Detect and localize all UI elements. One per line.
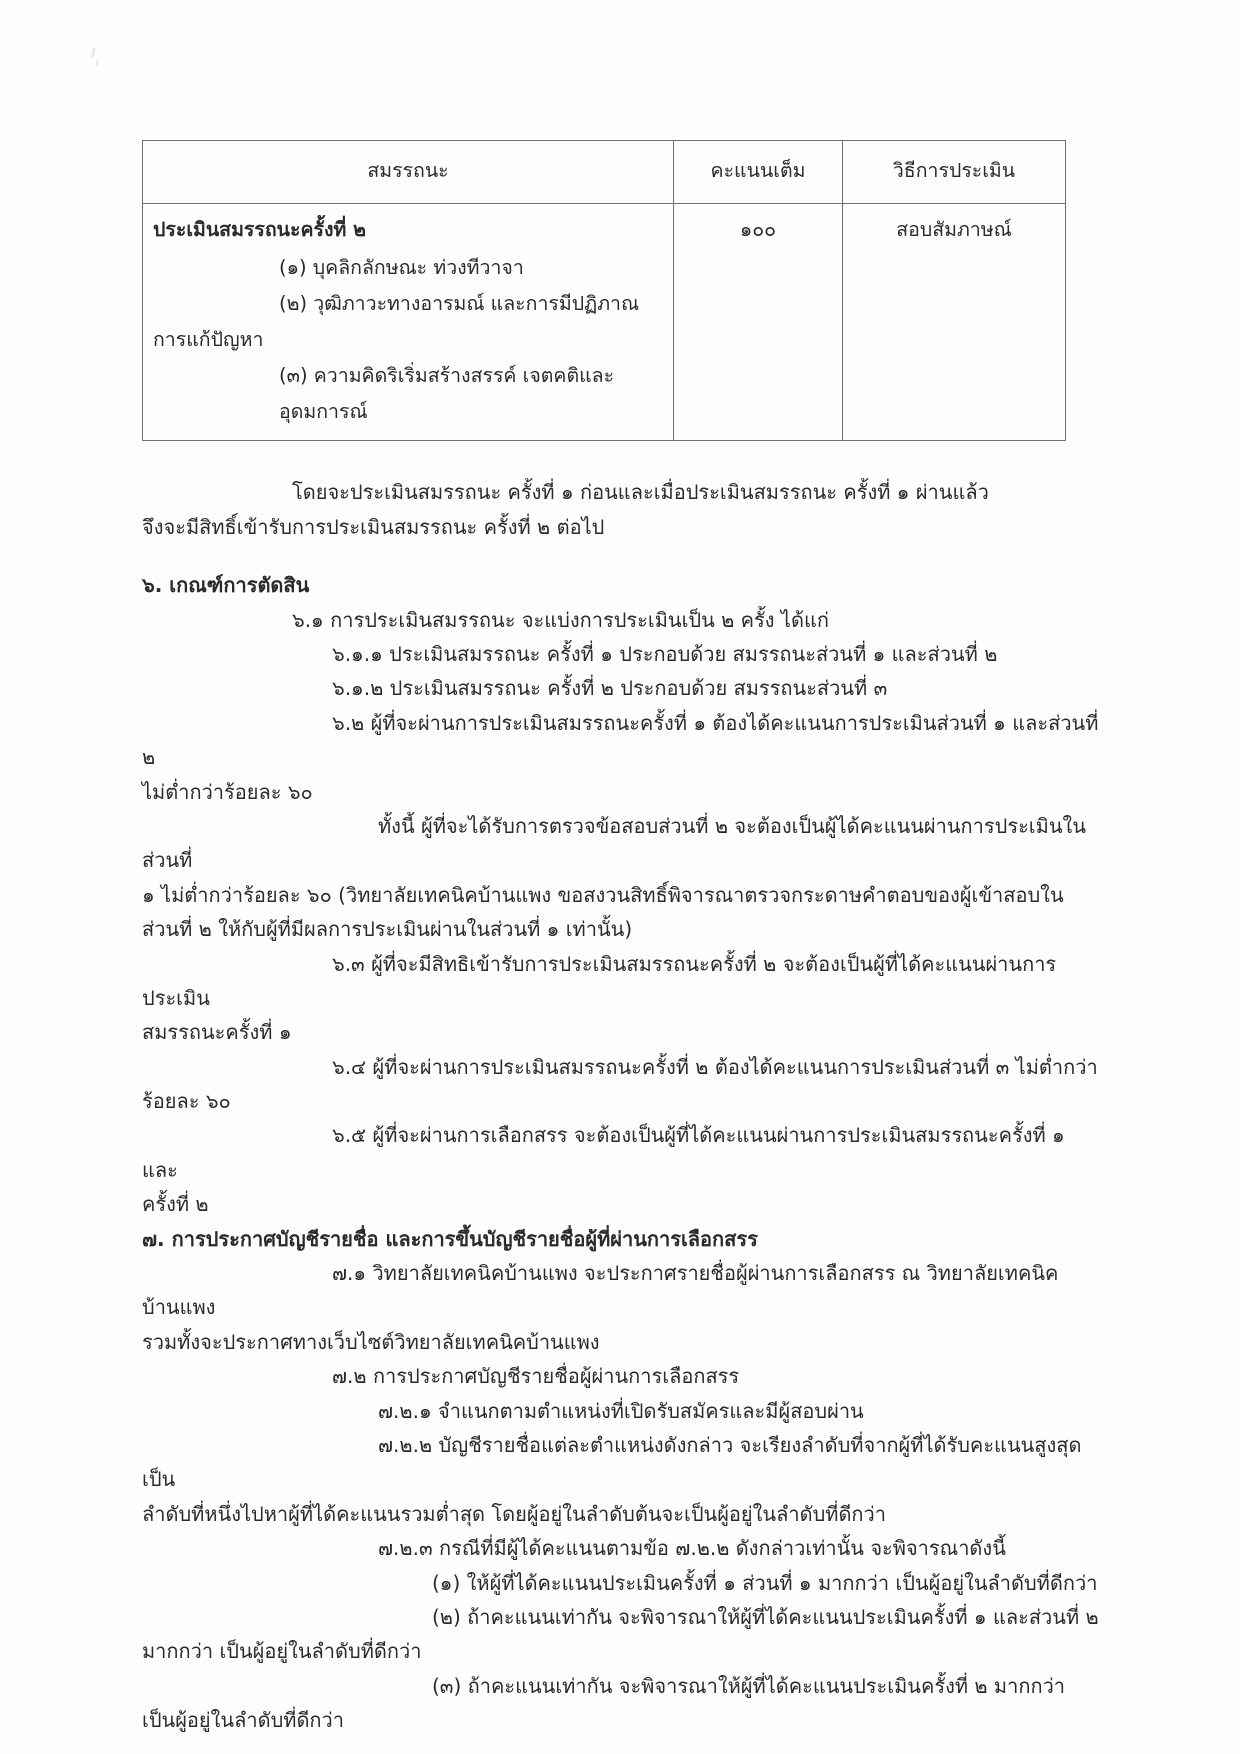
item-6-2-line-1: ๖.๒ ผู้ที่จะผ่านการประเมินสมรรถนะครั้งที่ ๑ ต้องได้คะแนนการประเมินส่วนที่ ๑ และส่วนที่ ๒ — [142, 710, 1099, 770]
table-row — [143, 204, 1066, 441]
item-6-1: ๖.๑ การประเมินสมรรถนะ จะแบ่งการประเมินเป็น ๒ ครั้ง ได้แก่ — [292, 607, 829, 632]
scan-artifact-speck — [91, 47, 96, 58]
scan-artifact-speck — [96, 60, 98, 66]
item-7-2-2-line-2: ลำดับที่หนึ่งไปหาผู้ที่ได้คะแนนรวมต่ำสุด โดยผู้อยู่ในลำดับต้นจะเป็นผู้อยู่ในลำดับที่ดีกว่า — [142, 1501, 887, 1526]
cell-full-score: ๑๐๐ — [674, 204, 843, 441]
section-6-note-line-1: ทั้งนี้ ผู้ที่จะได้รับการตรวจข้อสอบส่วนที่ ๒ จะต้องเป็นผู้ได้คะแนนผ่านการประเมินในส่วนที่ — [142, 813, 1086, 873]
competency-item-1: (๑) บุคลิกลักษณะ ท่วงทีวาจา — [279, 256, 524, 280]
cell-method: สอบสัมภาษณ์ — [843, 204, 1066, 441]
item-6-4: ๖.๔ ผู้ที่จะผ่านการประเมินสมรรถนะครั้งที่ ๒ ต้องได้คะแนนการประเมินส่วนที่ ๓ ไม่ต่ำกว่าร้อยละ ๖๐ — [142, 1054, 1098, 1114]
table-header — [143, 141, 1066, 204]
competency-item-2: (๒) วุฒิภาวะทางอารมณ์ และการมีปฏิภาณ — [279, 292, 640, 316]
item-6-5-line-1: ๖.๕ ผู้ที่จะผ่านการเลือกสรร จะต้องเป็นผู้ที่ได้คะแนนผ่านการประเมินสมรรถนะครั้งที่ ๑ และ — [142, 1123, 1065, 1182]
section-6-note-line-2: ๑ ไม่ต่ำกว่าร้อยละ ๖๐ (วิทยาลัยเทคนิคบ้านแพง ขอสงวนสิทธิ์พิจารณาตรวจกระดาษคำตอบของผู้เข้าสอบใน — [142, 882, 1064, 907]
cell-competency — [143, 204, 674, 441]
page-content — [142, 140, 1102, 1738]
item-6-3-line-2: สมรรถนะครั้งที่ ๑ — [142, 1020, 292, 1045]
table-header-row — [143, 141, 1066, 204]
item-7-2-1: ๗.๒.๑ จำแนกตามตำแหน่งที่เปิดรับสมัครและมีผู้สอบผ่าน — [378, 1398, 864, 1423]
table-body — [143, 204, 1066, 441]
item-7-2: ๗.๒ การประกาศบัญชีรายชื่อผู้ผ่านการเลือกสรร — [332, 1364, 740, 1389]
competency-assessment-table — [142, 140, 1066, 441]
item-7-2-3-sub-3-line-1: (๓) ถ้าคะแนนเท่ากัน จะพิจารณาให้ผู้ที่ได้คะแนนประเมินครั้งที่ ๒ มากกว่า — [432, 1673, 1066, 1698]
item-7-2-2-line-1: ๗.๒.๒ บัญชีรายชื่อแต่ละตำแหน่งดังกล่าว จะเรียงลำดับที่จากผู้ที่ได้รับคะแนนสูงสุดเป็น — [142, 1432, 1082, 1492]
item-6-3-line-1: ๖.๓ ผู้ที่จะมีสิทธิเข้ารับการประเมินสมรรถนะครั้งที่ ๒ จะต้องเป็นผู้ที่ได้คะแนนผ่านการประเมิน — [142, 951, 1057, 1010]
item-7-2-3-sub-2-line-2: มากกว่า เป็นผู้อยู่ในลำดับที่ดีกว่า — [142, 1639, 422, 1664]
intro-paragraph-line-2: จึงจะมีสิทธิ์เข้ารับการประเมินสมรรถนะ ครั้งที่ ๒ ต่อไป — [142, 514, 605, 539]
competency-item-3-continued: อุดมการณ์ — [279, 400, 368, 424]
section-7-heading: ๗. การประกาศบัญชีรายชื่อ และการขึ้นบัญชีรายชื่อผู้ที่ผ่านการเลือกสรร — [142, 1226, 758, 1251]
competency-item-2-continued: การแก้ปัญหา — [153, 328, 264, 352]
item-6-5-line-2: ครั้งที่ ๒ — [142, 1192, 209, 1217]
column-header-method: วิธีการประเมิน — [843, 141, 1066, 204]
spacer — [142, 441, 1102, 475]
item-7-2-3-sub-3-line-2: เป็นผู้อยู่ในลำดับที่ดีกว่า — [142, 1708, 345, 1733]
item-7-1-line-2: รวมทั้งจะประกาศทางเว็บไซต์วิทยาลัยเทคนิคบ้านแพง — [142, 1329, 600, 1354]
item-7-2-3: ๗.๒.๓ กรณีที่มีผู้ได้คะแนนตามข้อ ๗.๒.๒ ดังกล่าวเท่านั้น จะพิจารณาดังนี้ — [378, 1536, 1006, 1561]
item-7-2-3-sub-2-line-1: (๒) ถ้าคะแนนเท่ากัน จะพิจารณาให้ผู้ที่ได้คะแนนประเมินครั้งที่ ๑ และส่วนที่ ๒ — [432, 1604, 1099, 1629]
item-7-2-3-sub-1: (๑) ให้ผู้ที่ได้คะแนนประเมินครั้งที่ ๑ ส่วนที่ ๑ มากกว่า เป็นผู้อยู่ในลำดับที่ดีกว่า — [432, 1570, 1098, 1595]
competency-item-3: (๓) ความคิดริเริ่มสร้างสรรค์ เจตคติและ — [279, 364, 615, 388]
spacer — [142, 544, 1102, 568]
section-6-note-line-3: ส่วนที่ ๒ ให้กับผู้ที่มีผลการประเมินผ่านในส่วนที่ ๑ เท่านั้น) — [142, 917, 633, 942]
competency-row-title: ประเมินสมรรถนะครั้งที่ ๒ — [153, 218, 367, 242]
section-6-heading: ๖. เกณฑ์การตัดสิน — [142, 573, 310, 598]
column-header-competency: สมรรถนะ — [143, 141, 674, 204]
item-6-1-1: ๖.๑.๑ ประเมินสมรรถนะ ครั้งที่ ๑ ประกอบด้วย สมรรถนะส่วนที่ ๑ และส่วนที่ ๒ — [332, 642, 998, 666]
column-header-full-score: คะแนนเต็ม — [674, 141, 843, 204]
intro-paragraph-line-1: โดยจะประเมินสมรรถนะ ครั้งที่ ๑ ก่อนและเมื่อประเมินสมรรถนะ ครั้งที่ ๑ ผ่านแล้ว — [292, 480, 989, 505]
item-6-1-2: ๖.๑.๒ ประเมินสมรรถนะ ครั้งที่ ๒ ประกอบด้วย สมรรถนะส่วนที่ ๓ — [332, 676, 888, 701]
item-6-2-line-2: ไม่ต่ำกว่าร้อยละ ๖๐ — [142, 779, 313, 804]
item-7-1-line-1: ๗.๑ วิทยาลัยเทคนิคบ้านแพง จะประกาศรายชื่อผู้ผ่านการเลือกสรร ณ วิทยาลัยเทคนิคบ้านแพง — [142, 1261, 1059, 1320]
